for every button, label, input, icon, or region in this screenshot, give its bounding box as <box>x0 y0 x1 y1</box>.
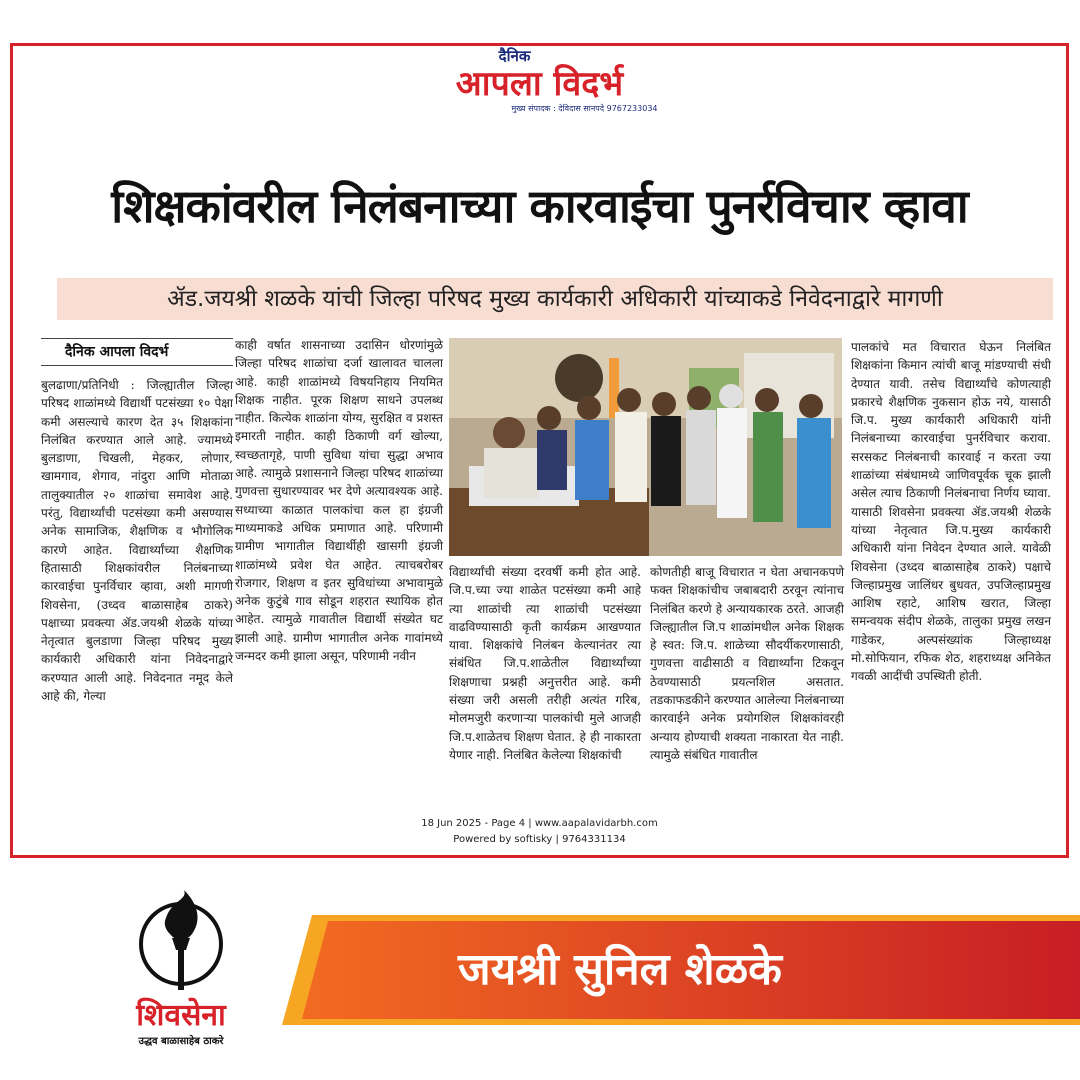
newspaper-clipping <box>10 43 1069 858</box>
masthead-title: आपला विदर्भ <box>455 64 624 104</box>
subheadline: ॲड.जयश्री शळके यांची जिल्हा परिषद मुख्य कार्यकारी अधिकारी यांच्याकडे निवेदनाद्वारे मागणी <box>57 278 1053 320</box>
article-column-5: पालकांचे मत विचारात घेऊन निलंबित शिक्षकांना किमान त्यांची बाजू मांडण्याची संधी देण्यात यावी. तसेच विद्यार्थ्यांचे कोणत्याही प्रकारचे शैक्षणिक नुकसान होऊ नये, यासाठी जि.प. मुख्य कार्यकारी अधिकारी यांनी निलंबनाच्या कारवाईचा पुनर्रविचार करावा. सरसकट निलंबनाची कारवाई न करता ज्या शाळांच्या संबंधामध्ये जाणिवपूर्वक चूक झाली असेल त्याच ठिकाणी निलंबनाचा निर्णय घ्यावा. यासाठी शिवसेना प्रवक्त्या ॲड.जयश्री शेळके यांच्या नेतृत्वात जि.प.मुख्य कार्यकारी अधिकारी यांना निवेदन देण्यात आले. यावेळी शिवसेना (उध्दव बाळासाहेब ठाकरे) पक्षाचे जिल्हाप्रमुख जालिंधर बुधवत, उपजिल्हाप्रमुख आशिष रहाटे, आशिष खरात, जिल्हा समन्वयक संदीप शेळके, तालुका प्रमुख लखन गाडेकर, अल्पसंख्यांक जिल्हाध्यक्ष मो.सोफियान, रफिक शेठ, शहराध्यक्ष अनिकेत गवळी आदींची उपस्थिती होती. <box>851 340 1051 684</box>
news-photo <box>449 338 842 556</box>
torch-icon <box>106 890 256 998</box>
footer-date-page: 18 Jun 2025 - Page 4 | www.aapalavidarbh.com <box>421 818 658 829</box>
masthead-editor: मुख्य संपादक : देविदास सानपदे 9767233034 <box>511 104 658 113</box>
banner-name: जयश्री सुनिल शेळके <box>458 944 782 995</box>
article-column-3: विद्यार्थ्यांची संख्या दरवर्षी कमी होत आहे. जि.प.च्या ज्या शाळेत पटसंख्या कमी आहे त्या शाळांची त्या शाळांची पटसंख्या वाढविण्यासाठी कृती कार्यक्रम आखण्यात यावा. शिक्षकांचे निलंबन केल्यानंतर त्या संबंधित जि.प.शाळेतील विद्यार्थ्यांच्या शिक्षणाचा प्रश्नही अनुत्तरीत आहे. कमी संख्या जरी असली तरीही अत्यंत गरिब, मोलमजुरी करणाऱ्या पालकांची मुले आजही जि.प.शाळेतच शिक्षण घेतात. हे ही नाकारता येणार नाही. निलंबित केलेल्या शिक्षकांची <box>449 565 641 762</box>
article-column-4: कोणतीही बाजू विचारात न घेता अचानकपणे फक्त शिक्षकांचीच जबाबदारी ठरवून त्यांनाच निलंबित करणे हे अन्यायकारक ठरते. आजही जिल्ह्यातील जि.प शाळांमधील अनेक शिक्षक हे स्वत: जि.प. शाळेच्या सौदर्यीकरणासाठी, गुणवत्ता वाढीसाठी व विद्यार्थ्यांना टिकवून ठेवण्यासाठी प्रयत्नशिल असतात. तडकाफडकीने करण्यात आलेल्या निलंबनाच्या कारवाईने अनेक प्रयोगशिल शिक्षकांवरही अन्याय होण्याची शक्यता नाकारता येत नाही. त्यामुळे संबंधित गावातील <box>650 565 844 762</box>
footer-powered-by: Powered by softisky | 9764331134 <box>453 834 626 845</box>
article-column-2: काही वर्षात शासनाच्या उदासिन धोरणांमुळे जिल्हा परिषद शाळांचा दर्जा खालावत चालला आहे. काही शाळांमध्ये विषयनिहाय नियमित शिक्षक नाहीत. पूरक शिक्षण साधने उपलब्ध नाहीत. कित्येक शाळांना योग्य, सुरक्षित व प्रशस्त इमारती नाहीत. काही ठिकाणी वर्ग खोल्या, स्वच्छतागृहे, पाणी सुविधा यांचा सुद्धा अभाव आहे. त्यामुळे प्रशासनाने जिल्हा परिषद शाळांच्या गुणवत्ता सुधारण्यावर भर देणे अत्यावश्यक आहे. सध्याच्या काळात पालकांचा कल हा इंग्रजी माध्यमाकडे अधिक प्रमाणात आहे. परिणामी ग्रामीण भागातील विद्यार्थीही खासगी इंग्रजी शाळांमध्ये प्रवेश घेत आहेत. त्याचबरोबर रोजगार, शिक्षण व इतर सुविधांच्या अभावामुळे अनेक कुटुंबे गाव सोडून शहरात स्थायिक होत आहेत. त्यामुळे गावातील विद्यार्थी संख्येत घट झाली आहे. ग्रामीण भागातील अनेक गावांमध्ये जन्मदर कमी झाला असून, परिणामी नवीन <box>235 338 443 664</box>
article-column-1: बुलढाणा/प्रतिनिधी : जिल्ह्यातील जिल्हा परिषद शाळांमध्ये विद्यार्थी पटसंख्या १० पेक्षा कमी असल्याचे कारण देत ३५ शिक्षकांना निलंबित करण्यात आले आहे. ज्यामध्ये बुलडाणा, चिखली, मेहकर, लोणार, खामगाव, शेगाव, नांदुरा आणि मोताळा तालुक्यातील २० शाळांचा समावेश आहे. परंतु, विद्यार्थ्यांची पटसंख्या कमी असण्यास अनेक सामाजिक, शैक्षणिक व भौगोलिक कारणे आहेत. विद्यार्थ्यांच्या शैक्षणिक हितासाठी शिक्षकांवरील निलंबनाच्या कारवाईचा पुनर्विचार व्हावा, अशी मागणी शिवसेना, (उध्दव बाळासाहेब ठाकरे) पक्षाच्या प्रवक्त्या ॲड.जयश्री शेळके यांच्या नेतृत्वात बुलडाणा जिल्हा परिषद मुख्य कार्यकारी अधिकारी यांना निवेदनाद्वारे करण्यात आली आहे. निवेदनात नमूद केले आहे की, गेल्या <box>41 378 233 704</box>
byline: दैनिक आपला विदर्भ <box>41 338 233 366</box>
photo-illustration <box>449 338 842 556</box>
masthead <box>13 48 1066 114</box>
headline: शिक्षकांवरील निलंबनाच्या कारवाईचा पुनर्रविचार व्हावा <box>111 179 968 233</box>
masthead-daily: दैनिक <box>498 47 531 65</box>
party-tagline: उद्धव बाळासाहेब ठाकरे <box>138 1036 224 1047</box>
clipping-footer <box>13 816 1066 848</box>
party-logo <box>106 890 256 1060</box>
party-name: शिवसेना <box>136 998 226 1033</box>
